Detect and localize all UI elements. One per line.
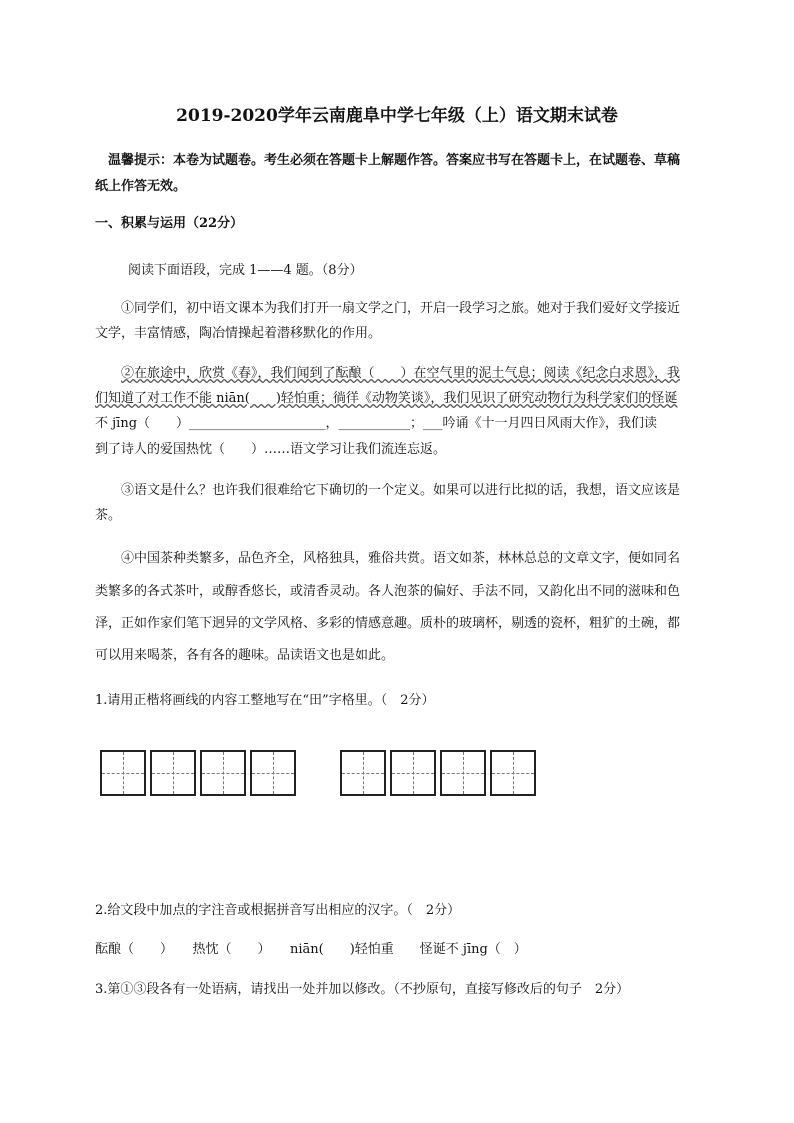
para1-line-2: 文学，丰富情感，陶冶情操起着潜移默化的作用。: [95, 326, 382, 341]
para1-line-1: ①同学们，初中语文课本为我们打开一扇文学之门，开启一段学习之旅。她对于我们爱好文学接近: [121, 301, 681, 316]
para2-line-2: 们知道了对工作不能 niān( )轻怕重；徜徉《动物笑谈》，我们见识了研究动物行为科学家们的怪诞: [95, 391, 678, 406]
para4-line-4: 可以用来喝茶，各有各的趣味。品读语文也是如此。: [95, 648, 395, 663]
tianzige-cell[interactable]: [150, 750, 196, 796]
section-heading: 一、积累与运用（22分）: [95, 216, 244, 231]
notice-line-1: 温馨提示：本卷为试题卷。考生必须在答题卡上解题作答。答案应书写在答题卡上，在试题卷、草稿: [108, 153, 681, 168]
tianzige-cell[interactable]: [390, 750, 436, 796]
notice-line-2: 纸上作答无效。: [95, 179, 187, 194]
para3-line-1: ③语文是什么？也许我们很难给它下确切的一个定义。如果可以进行比拟的话，我想，语文应该是: [121, 483, 681, 498]
question-1: 1.请用正楷将画线的内容工整地写在“田”字格里。（ 2分）: [95, 693, 435, 708]
question-2: 2.给文段中加点的字注音或根据拼音写出相应的汉字。（ 2分）: [95, 903, 461, 918]
tianzige-cell[interactable]: [440, 750, 486, 796]
tianzige-cell[interactable]: [250, 750, 296, 796]
tianzige-cell[interactable]: [200, 750, 246, 796]
para2-line-3: 不 jīng（ ）_____________________，___________；___吟诵《十一月四日风雨大作》，我们读: [95, 416, 658, 431]
para4-line-3: 泽，正如作家们笔下迥异的文学风格、多彩的情感意趣。质朴的玻璃杯，剔透的瓷杯，粗犷的土碗，都: [95, 616, 681, 631]
page-title: 2019-2020学年云南鹿阜中学七年级（上）语文期末试卷: [176, 106, 618, 126]
reading-intro: 阅读下面语段，完成 1——4 题。（8分）: [128, 263, 363, 278]
para4-line-1: ④中国茶种类繁多，品色齐全，风格独具，雅俗共赏。语文如茶，林林总总的文章文字，便如同名: [121, 551, 681, 566]
para2-line-1: ②在旅途中，欣赏《春》，我们闻到了酝酿（ ）在空气里的泥土气息；阅读《纪念白求恩》，我: [121, 366, 681, 381]
para2-line-4: 到了诗人的爱国热忱（ ）……语文学习让我们流连忘返。: [95, 442, 447, 457]
tianzige-cell[interactable]: [340, 750, 386, 796]
tianzige-group-1: [100, 750, 300, 796]
para3-line-2: 茶。: [95, 508, 122, 523]
tianzige-cell[interactable]: [100, 750, 146, 796]
tianzige-cell[interactable]: [490, 750, 536, 796]
question-3: 3.第①③段各有一处语病，请找出一处并加以修改。（不抄原句，直接写修改后的句子 2分）: [95, 982, 630, 997]
para4-line-2: 类繁多的各式茶叶，或醇香悠长，或清香灵动。各人泡茶的偏好、手法不同，又韵化出不同的滋味和色: [95, 584, 681, 599]
tianzige-group-2: [340, 750, 540, 796]
question-2-answers: 酝酿（ ） 热忱（ ） niān( )轻怕重 怪诞不 jīng（ ）: [95, 942, 527, 957]
